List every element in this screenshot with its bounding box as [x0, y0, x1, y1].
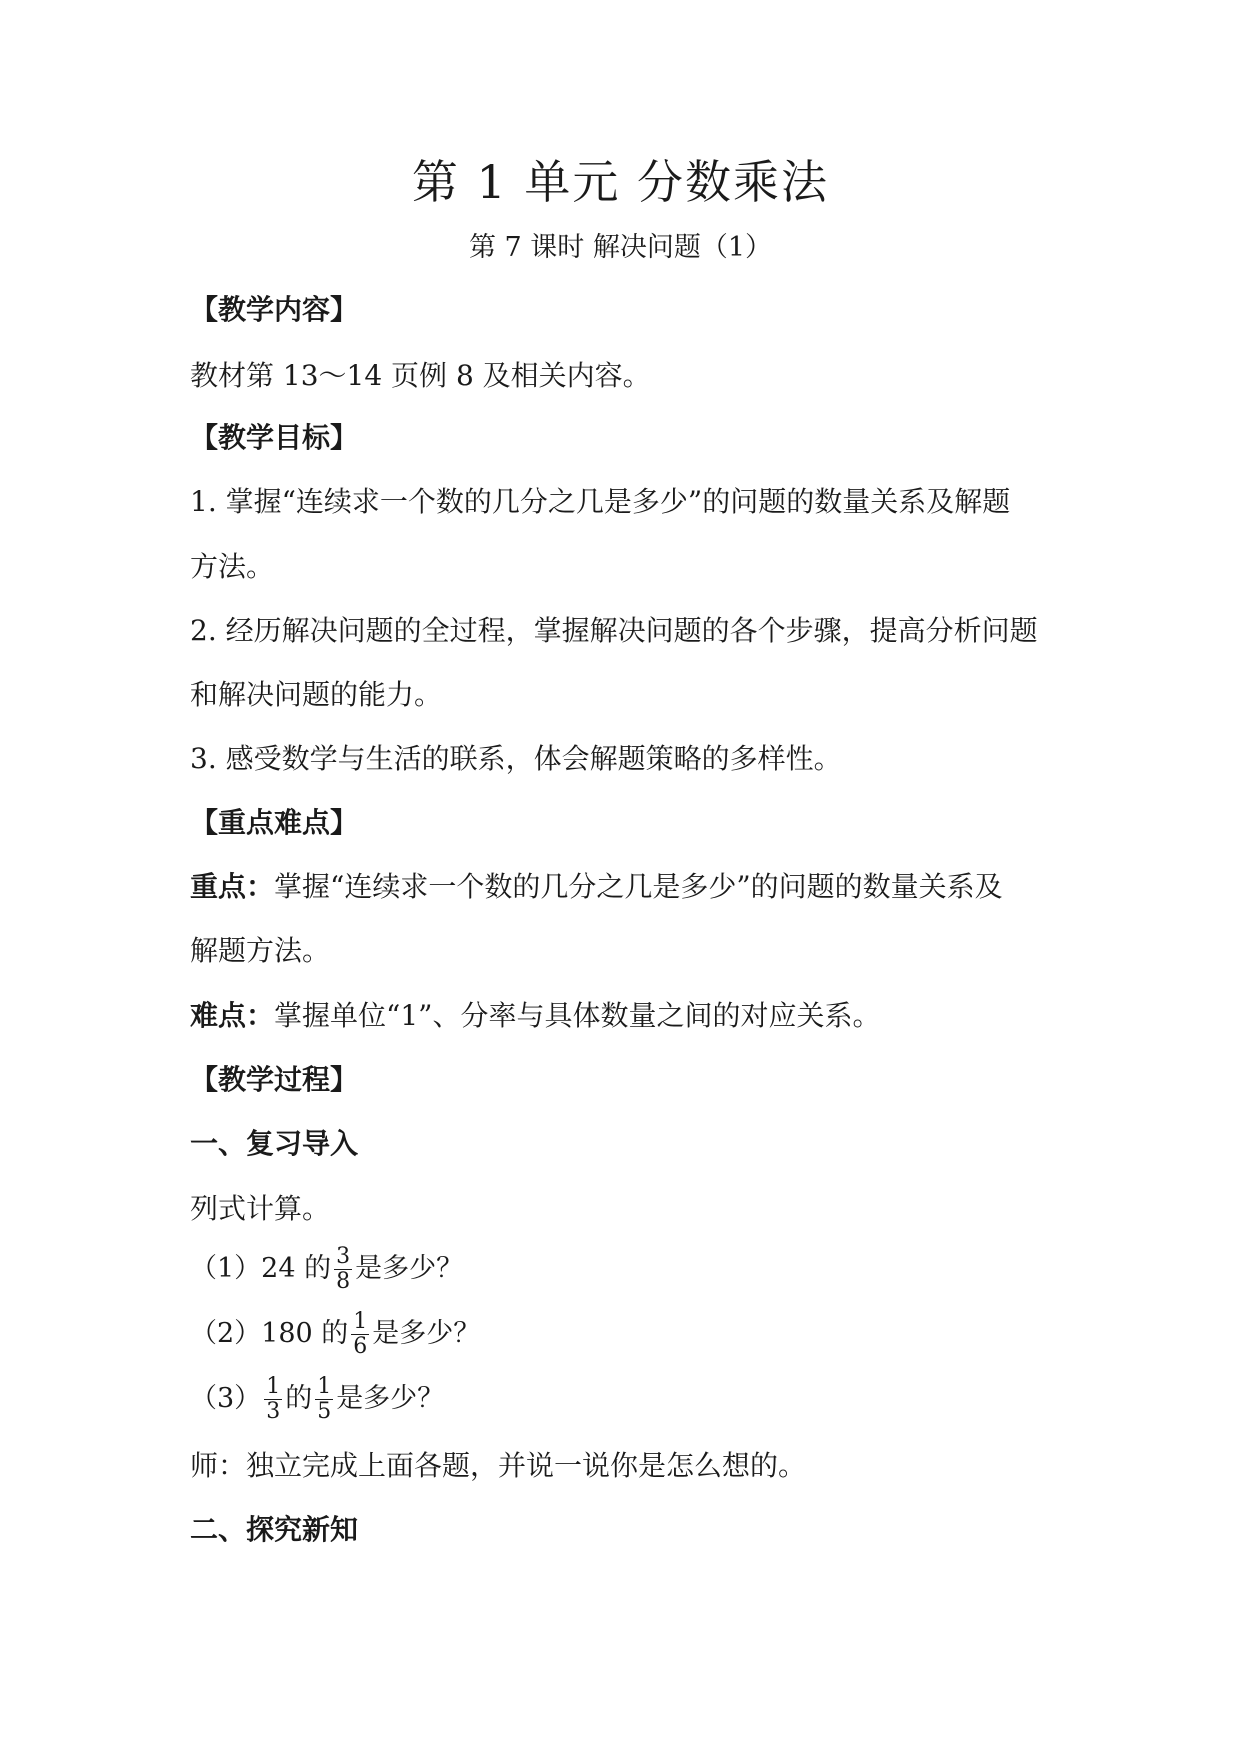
key-points-heading: 【重点难点】 — [190, 806, 359, 839]
page-title: 第 1 单元 分数乘法 — [411, 155, 830, 209]
key-point-text: 掌握“连续求一个数的几分之几是多少”的问题的数量关系及 — [274, 870, 1003, 903]
exercise-3 — [190, 1370, 444, 1428]
exercise-2-prefix: （2）180 的 — [190, 1318, 349, 1349]
goal-3: 3. 感受数学与生活的联系，体会解题策略的多样性。 — [190, 742, 842, 775]
exercise-2-suffix: 是多少？ — [372, 1318, 481, 1349]
goal-2-line-2: 和解决问题的能力。 — [190, 678, 443, 711]
teaching-goals-heading: 【教学目标】 — [190, 421, 359, 454]
difficulty-text: 掌握单位“1”、分率与具体数量之间的对应关系。 — [274, 999, 881, 1032]
fraction-denominator: 8 — [336, 1269, 351, 1294]
exercise-2-fraction — [351, 1310, 369, 1359]
fraction-denominator: 5 — [317, 1399, 332, 1424]
exercise-3-prefix: （3） — [190, 1383, 262, 1414]
exercise-3-fraction-2 — [315, 1375, 333, 1424]
teaching-content-heading: 【教学内容】 — [190, 293, 359, 326]
part-2-heading: 二、探究新知 — [190, 1513, 359, 1546]
lesson-subtitle: 第 7 课时 解决问题（1） — [468, 232, 773, 263]
exercise-1-prefix: （1）24 的 — [190, 1253, 332, 1284]
teacher-instruction: 师：独立完成上面各题，并说一说你是怎么想的。 — [190, 1449, 807, 1482]
goal-2-line-1: 2. 经历解决问题的全过程，掌握解决问题的各个步骤，提高分析问题 — [190, 614, 1038, 647]
teaching-content-text: 教材第 13～14 页例 8 及相关内容。 — [190, 359, 651, 392]
exercise-3-suffix: 是多少？ — [336, 1383, 445, 1414]
fraction-denominator: 3 — [266, 1399, 281, 1424]
part-1-intro: 列式计算。 — [190, 1192, 331, 1225]
exercise-3-middle: 的 — [285, 1383, 313, 1414]
exercise-1-suffix: 是多少？ — [355, 1253, 464, 1284]
teaching-process-heading: 【教学过程】 — [190, 1063, 359, 1096]
key-point-line-1 — [190, 867, 1003, 907]
key-point-line-2: 解题方法。 — [190, 934, 331, 967]
key-point-label: 重点： — [190, 870, 275, 903]
exercise-3-fraction-1 — [264, 1375, 282, 1424]
fraction-numerator: 1 — [266, 1374, 281, 1399]
goal-1-line-2: 方法。 — [190, 550, 275, 583]
difficulty-line — [190, 996, 880, 1036]
goal-1-line-1: 1. 掌握“连续求一个数的几分之几是多少”的问题的数量关系及解题 — [190, 485, 1011, 518]
fraction-numerator: 1 — [353, 1309, 368, 1334]
part-1-heading: 一、复习导入 — [190, 1127, 359, 1160]
difficulty-label: 难点： — [190, 999, 275, 1032]
exercise-1 — [190, 1240, 463, 1298]
fraction-numerator: 3 — [336, 1244, 351, 1269]
fraction-numerator: 1 — [317, 1374, 332, 1399]
exercise-2 — [190, 1305, 480, 1363]
fraction-denominator: 6 — [353, 1334, 368, 1359]
exercise-1-fraction — [334, 1245, 352, 1294]
